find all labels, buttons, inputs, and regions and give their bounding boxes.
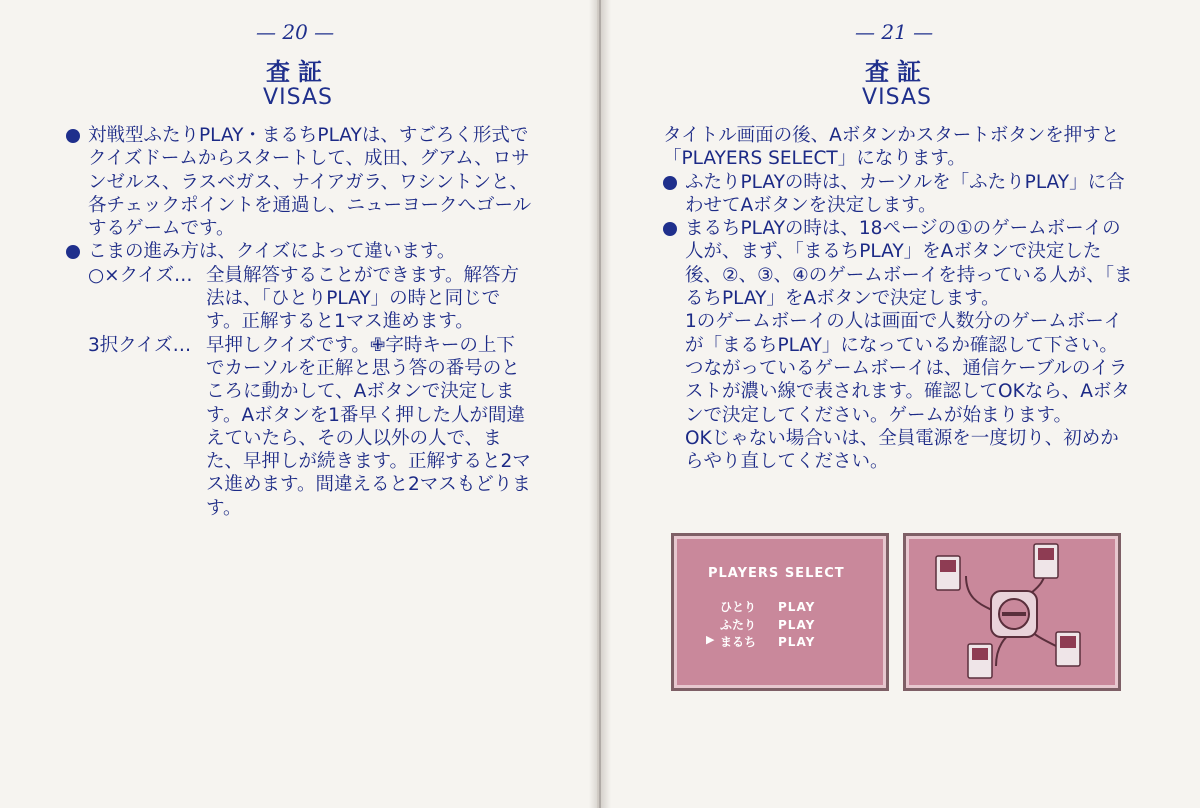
quiz-text: 全員解答することができます。解答方法は、「ひとりPLAY」の時と同じです。正解すると1マス進めます。 (206, 264, 520, 333)
paragraph: ふたりPLAYの時は、カーソルを「ふたりPLAY」に合わせてAボタンを決定します。 (663, 171, 1135, 218)
book-gutter (589, 0, 611, 808)
paragraph: OKじゃない場合いは、全員電源を一度切り、初めからやり直してください。 (685, 427, 1119, 473)
right-page (599, 0, 1200, 808)
bullet-icon (663, 222, 677, 236)
screen-title: PLAYERS SELECT (708, 566, 845, 581)
quiz-label: ○×クイズ… (88, 264, 193, 286)
heading-en: VISAS (862, 85, 932, 110)
paragraph: 対戦型ふたりPLAY・まるちPLAYは、すごろく形式でクイズドームからスタートして、成田、グアム、ロサンゼルス、ラスベガス、ナイアガラ、ワシントンと、各チェックポイントを通過し、ニューヨークへゴールするゲームです。 (66, 124, 532, 240)
quiz-rule-ox (66, 264, 532, 334)
bullet-icon (66, 129, 80, 143)
paragraph: こまの進み方は、クイズによって違います。 (66, 240, 532, 263)
right-body (663, 124, 1135, 473)
intro-paragraph: タイトル画面の後、Aボタンかスタートボタンを押すと「PLAYERS SELECT」になります。 (663, 125, 1120, 170)
link-cable-screenshot (903, 533, 1121, 691)
heading-jp: 査証 (266, 58, 330, 86)
adapter-icon (991, 591, 1037, 637)
quiz-text: 早押しクイズです。✙字時キーの上下でカーソルを正解と思う答の番号のところに動かして、Aボタンで決定します。Aボタンを1番早く押した人が間違えていたら、その人以外の人で、また、早押しが続きます。正解すると2マス進めます。間違えると2マスもどります。 (206, 334, 531, 519)
left-page (0, 0, 597, 808)
cursor-icon: ▶ (706, 633, 715, 646)
paragraph: 1のゲームボーイの人は画面で人数分のゲームボーイが「まるちPLAY」になっているか確認して下さい。つながっているゲームボーイは、通信ケーブルのイラストが濃い線で表されます。確認してOKなら、Aボタンで決定してください。ゲームが始まります。 (685, 311, 1130, 426)
heading-en: VISAS (263, 85, 333, 110)
page-heading (797, 52, 997, 110)
paragraph: まるちPLAYの時は、18ページの①のゲームボーイの人が、まず、「まるちPLAY」をAボタンで決定した後、②、③、④のゲームボーイを持っている人が、「まるちPLAY」をAボタンで決定します。 (663, 217, 1135, 310)
page-number: — 20 — (256, 20, 335, 44)
page-number: — 21 — (855, 20, 934, 44)
menu-row: ひとり PLAY (720, 600, 816, 614)
quiz-rule-3choice (66, 334, 532, 520)
heading-jp: 査証 (865, 58, 929, 86)
four-player-adapter-illustration (906, 536, 1118, 688)
left-body (66, 124, 532, 520)
quiz-label: 3択クイズ… (88, 334, 192, 356)
menu-row: まるち PLAY (720, 635, 816, 649)
page-heading (198, 52, 398, 110)
players-select-screenshot (671, 533, 889, 691)
bullet-icon (66, 245, 80, 259)
bullet-icon (663, 176, 677, 190)
menu-row: ふたり PLAY (720, 618, 816, 632)
